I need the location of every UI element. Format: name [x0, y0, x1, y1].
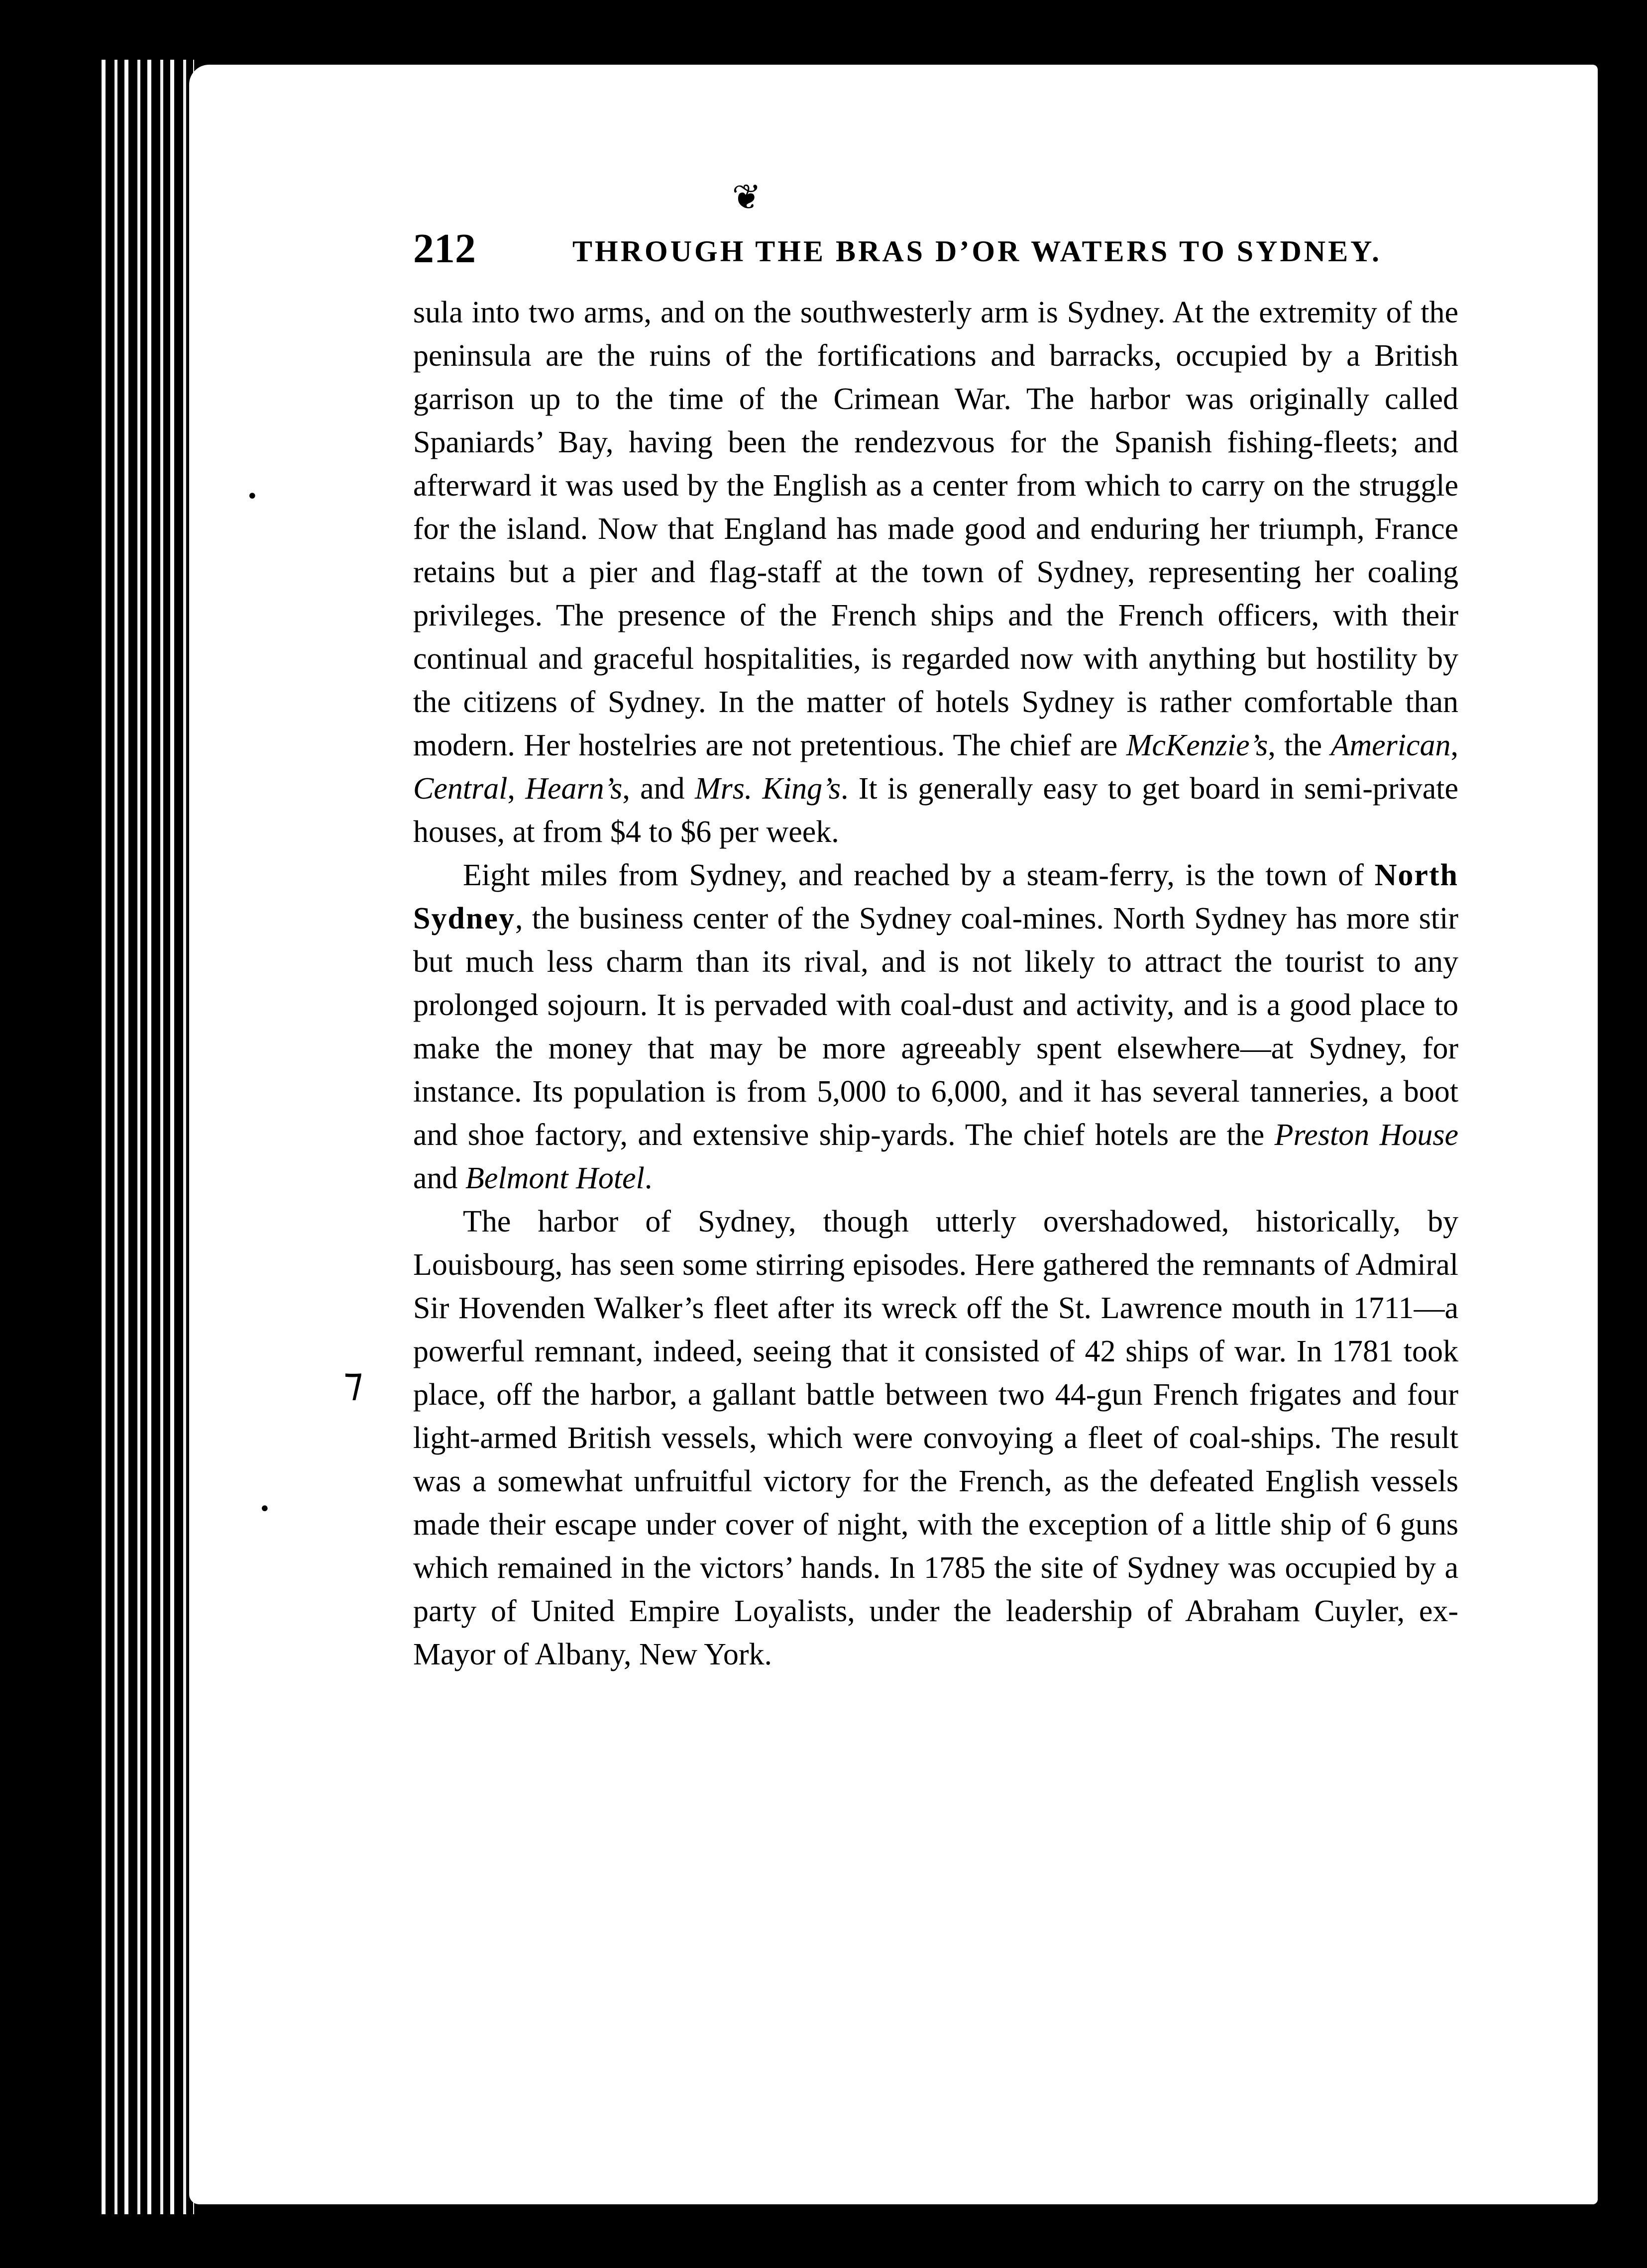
text-run: ,: [507, 772, 526, 806]
text-run: The harbor of Sydney, though utterly overshadowed, historically, by Louisbourg, has seen some stirring episodes. Here gathered the remnants of Admiral Sir Hovenden Walker’s fleet after its wreck off the St. Lawrence mouth in 1711—a powerful remnant, indeed, seeing that it consisted of 42 ships of war. In 1781 took place, off the harbor, a gallant battle between two 44-gun French frigates and four light-armed British vessels, which were convoying a fleet of coal-ships. The result was a somewhat unfruitful victory for the French, as the defeated English vessels made their escape under cover of night, with the exception of a little ship of 6 guns which remained in the victors’ hands. In 1785 the site of Sydney was occupied by a party of United Empire Loyalists, under the leadership of Abraham Cuyler, ex-Mayor of Albany, New York.: [413, 1205, 1458, 1671]
header-ornament-icon: ❦: [732, 177, 762, 217]
text-run: , the business center of the Sydney coal-mines. North Sydney has more stir but much less charm than its rival, and is not likely to attract the tourist to any prolonged sojourn. It is pervaded with coal-dust and activity, and is a good place to make the money that may be more agreeably spent elsewhere—at Sydney, for instance. Its population is from 5,000 to 6,000, and it has several tanneries, a boot and shoe factory, and extensive ship-yards. The chief hotels are the: [413, 902, 1458, 1152]
margin-dot-icon: •: [259, 1498, 271, 1521]
italic-text: Hearn’s: [525, 772, 623, 806]
italic-text: Preston House: [1274, 1118, 1458, 1152]
italic-text: American: [1330, 728, 1451, 762]
text-run: Eight miles from Sydney, and reached by a steam-ferry, is the town of: [463, 858, 1375, 892]
bold-place-name: North Sydney: [413, 858, 1458, 935]
text-run: , the: [1268, 728, 1331, 762]
italic-text: Central: [413, 772, 508, 806]
text-run: . It is generally easy to get board in semi-private houses, at from $4 to $6 per week.: [413, 772, 1458, 849]
margin-pencil-mark-icon: ⁊: [343, 1358, 363, 1405]
page-number: 212: [413, 225, 476, 272]
text-run: , and: [622, 772, 695, 806]
text-run: ,: [1450, 728, 1458, 762]
italic-text: Belmont Hotel: [465, 1161, 645, 1195]
text-run: .: [644, 1161, 653, 1195]
text-run: and: [413, 1161, 466, 1195]
book-binding-edge: [95, 60, 194, 2214]
page-header: [224, 221, 1473, 276]
text-run: sula into two arms, and on the southwesterly arm is Sydney. At the extremity of the peninsula are the ruins of the fortifications and barracks, occupied by a British garrison up to the time of the Crimean War. The harbor was originally called Spaniards’ Bay, having been the rendezvous for the Spanish fishing-fleets; and afterward it was used by the English as a center from which to carry on the struggle for the island. Now that England has made good and enduring her triumph, France retains but a pier and flag-staff at the town of Sydney, representing her coaling privileges. The presence of the French ships and the French officers, with their continual and graceful hospitalities, is regarded now with anything but hostility by the citizens of Sydney. In the matter of hotels Sydney is rather comfortable than modern. Her hostelries are not pretentious. The chief are: [413, 296, 1458, 762]
paragraph-p2: [413, 854, 1458, 1200]
running-head: THROUGH THE BRAS D’OR WATERS TO SYDNEY.: [572, 235, 1382, 268]
body-text: [413, 291, 1458, 1676]
italic-text: Mrs. King’s: [694, 772, 841, 806]
paragraph-p3: [413, 1200, 1458, 1676]
margin-dot-icon: •: [246, 485, 258, 508]
paragraph-p1: [413, 291, 1458, 854]
italic-text: McKenzie’s: [1126, 728, 1268, 762]
